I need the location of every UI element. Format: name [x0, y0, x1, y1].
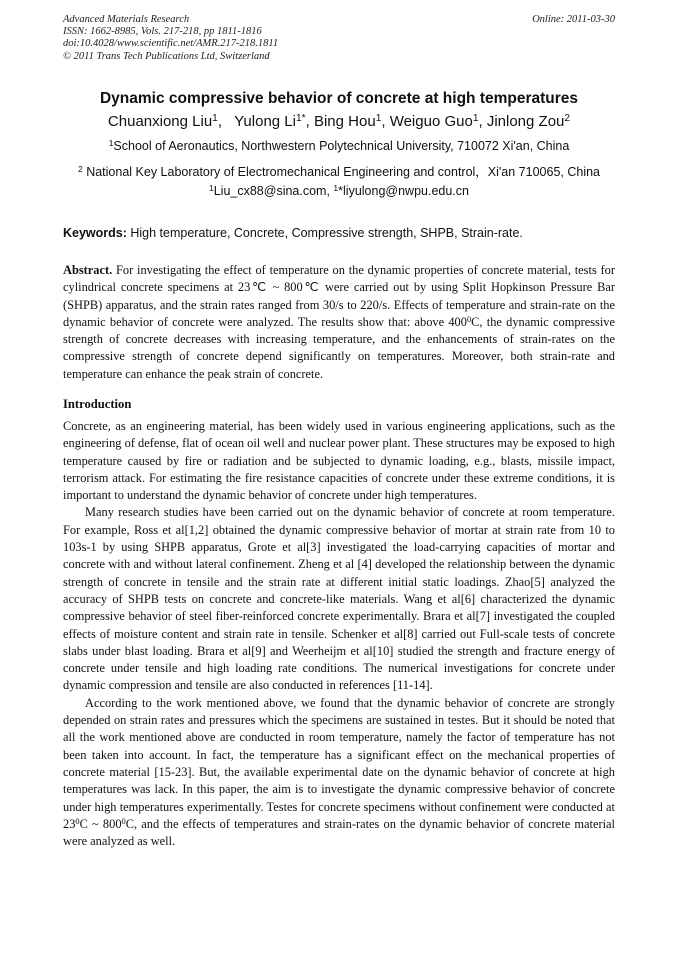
- paper-title: Dynamic compressive behavior of concrete at high temperatures: [99, 90, 579, 107]
- affiliation-1: $^1$School of Aeronautics, Northwestern Polytechnical University, 710072 Xi'an, China: [108, 138, 570, 153]
- author-sup: 2: [564, 113, 571, 125]
- online-date: Online: 2011-03-30: [532, 14, 615, 25]
- keywords-text: High temperature, Concrete, Compressive strength, SHPB, Strain-rate.: [126, 226, 523, 240]
- author-sup: 1*: [295, 113, 306, 125]
- author-name: Yulong Li: [234, 113, 296, 130]
- author-name: Chuanxiong Liu: [107, 113, 213, 130]
- paragraph: Concrete, as an engineering material, has been widely used in various engineering applications, such as the engineering of defense, flat of ocean oil well and nuclear power plant. These structures may be exposed to high temperature caused by fire or radiation and be subjected to dynamic loading, e.g., blasts, missile impact, terrorism attack. For estimating the fire resistance capacities of concrete under these extreme conditions, it is important to understand the dynamic behavior of concrete under high temperatures.: [63, 419, 615, 503]
- journal-issn: ISSN: 1662-8985, Vols. 217-218, pp 1811-1816: [63, 26, 262, 38]
- author-sup: 1: [375, 113, 382, 125]
- journal-header: [63, 14, 615, 63]
- journal-name: Advanced Materials Research: [63, 14, 190, 25]
- abstract-label: Abstract.: [63, 263, 113, 277]
- author-name: Weiguo Guo: [389, 113, 473, 130]
- section-heading-introduction: Introduction: [63, 397, 132, 411]
- paragraph: According to the work mentioned above, we found that the dynamic behavior of concrete are strongly depended on strain rates and pressures which the specimens are sustained in testes. But it should be noted that all the work mentioned above are conducted in room temperature, namely the factor of temperature has not been taken into account. In fact, the temperature has a significant effect on the mechanical properties of concrete material [15-23]. But, the available experimental date on the dynamic behavior of concrete at high temperatures was lack. In this paper, the aim is to investigate the dynamic compressive behavior of concrete under high temperatures experimentally. Testes for concrete specimens without confinement were conducted at $23^0C$ ~ $800^0C$, and the effects of temperatures and strain-rates on the dynamic behavior of concrete material were analyzed as well.: [63, 695, 616, 849]
- email-link[interactable]: *liyulong@nwpu.edu.cn: [338, 184, 469, 198]
- paragraph: Many research studies have been carried out on the dynamic behavior of concrete at room temperature. For example, Ross et al[1,2] obtained the dynamic compressive behavior of mortar at strain rate from 10 to 103s-1 by using SHPB apparatus, Grote et al[3] investigated the load-carrying capacities of mortar and concrete with and without lateral confinement. Zheng et al [4] developed the relationship between the dynamic strength of concrete in tensile and the strain rate at different initial static loadings. Zhao[5] analyzed the accuracy of SHPB tests on concrete and concrete-like materials. Wang et al[6] characterized the dynamic compressive behavior of steel fiber-reinforced concrete experimentally. Brara et al[7] investigated the coupled effects of moisture content and strain rate in tensile. Schenker et al[8] carried out Full-scale tests of concrete slabs under blast loading. Brara et al[9] and Weerheijm et al[10] studied the strength and fracture energy of concrete under tensile and high loading rate conditions. The numerical investigations for concrete under dynamic compression and tensile are also conducted in references [11-14].: [63, 505, 615, 693]
- author-sup: 1: [472, 113, 479, 125]
- author-name: Bing Hou: [313, 113, 376, 130]
- author-sup: 1: [212, 113, 218, 125]
- journal-copyright: © 2011 Trans Tech Publications Ltd, Switzerland: [63, 50, 270, 62]
- email-link[interactable]: Liu_cx88@sina.com,: [213, 184, 334, 198]
- author-list: Chuanxiong Liu$^1$, Yulong $Li^{1*}$, Bing Hou$^1$, Weiguo Guo$^1$, Jinlong Zou$^2$: [107, 113, 571, 130]
- keywords-label: Keywords:: [63, 226, 127, 240]
- abstract: Abstract. For investigating the effect of temperature on the dynamic properties of concrete material, tests for cylindrical concrete specimens at 23℃ ~ 800℃ were carried out by using Split Hopkinson Pressure Bar (SHPB) apparatus, and the strain rates ranged from 30/s to 220/s. Effects of temperature and strain-rate on the dynamic behavior of concrete were analyzed. The results show that: above $400^0C$, the dynamic compressive strength of concrete decreases with increasing temperature, and the enhancements of strain-rates on the compressive strength of concrete depend significantly on temperatures. Moreover, both strain-rate and temperature can enhance the peak strain of concrete.: [63, 263, 615, 381]
- author-emails: $^1$Liu_cx88@sina.com, $^1$*liyulong@nwpu.edu.cn: [208, 183, 469, 198]
- introduction-body: [63, 418, 615, 850]
- author-name: Jinlong Zou: [486, 113, 565, 130]
- keywords: [63, 226, 615, 240]
- journal-doi: doi:10.4028/www.scientific.net/AMR.217-218.1811: [63, 38, 279, 50]
- affiliation-2: $^2$ National Key Laboratory of Electromechanical Engineering and control，Xi'an 710065, China: [77, 164, 601, 179]
